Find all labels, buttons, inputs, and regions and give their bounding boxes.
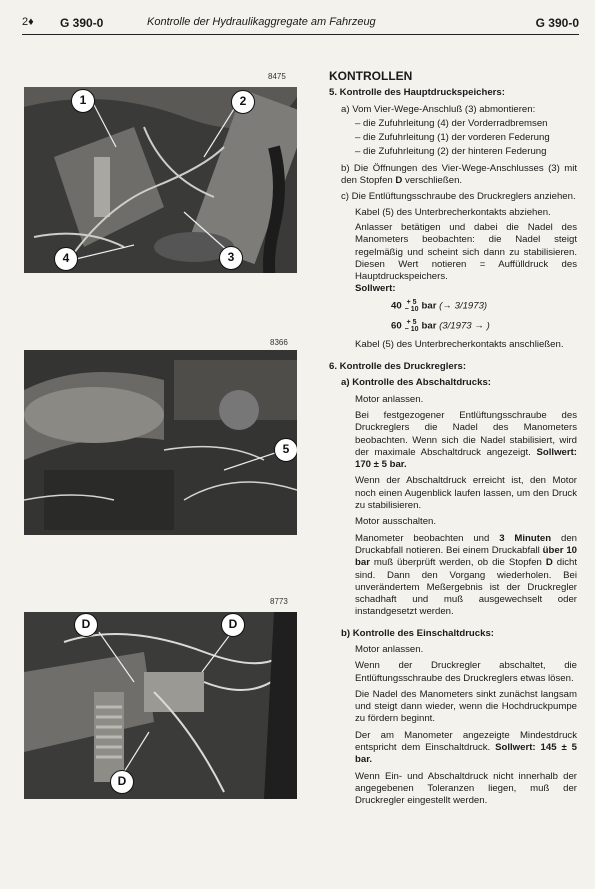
s6b-p4: Der am Manometer angezeigte Mindestdruck entspricht dem Einschaltdruck. Sollwert: 145 ± 5 bar. <box>355 729 577 766</box>
section-title: KONTROLLEN <box>329 69 413 83</box>
s6b-p2: Wenn der Druckregler abschaltet, die Entlüftungsschraube des Druckreglers etwas lösen. <box>355 660 577 684</box>
s5-step-c2: Kabel (5) des Unterbrecherkontakts abziehen. <box>355 206 551 218</box>
callout-d-bottom: D <box>110 770 134 794</box>
figure-3-image <box>24 612 297 799</box>
s5-step-c3: Anlasser betätigen und dabei die Nadel des Manometers beobachten: die Nadel steigt regelmäßig und scheint sich dann zu stabilisieren. Diesen Wert notieren = Auffülldruck des Hauptdruckspeichers. <box>355 221 577 283</box>
doc-code-right: G 390-0 <box>535 16 579 30</box>
header-title: Kontrolle der Hydraulikaggregate am Fahrzeug <box>147 16 376 28</box>
s6a-p3: Wenn der Abschaltdruck erreicht ist, den Motor noch einen Augenblick laufen lassen, um den Druck zu stabilisieren. <box>355 475 577 512</box>
figure-2-image <box>24 350 297 535</box>
figure-2-photo <box>24 350 297 535</box>
figure-1-image <box>24 87 297 273</box>
s5-heading: 5. Kontrolle des Hauptdruckspeichers: <box>329 87 505 99</box>
s6b-p1: Motor anlassen. <box>355 643 424 655</box>
s5-sollwert-label: Sollwert: <box>355 283 396 295</box>
page-header <box>22 14 579 35</box>
s5-dash-2: – die Zufuhrleitung (1) der vorderen Federung <box>355 132 550 144</box>
s6b-heading: b) Kontrolle des Einschaltdrucks: <box>341 627 494 639</box>
callout-d-right: D <box>221 613 245 637</box>
s6a-p2: Bei festgezogener Entlüftungsschraube des Druckreglers die Nadel des Manometers beobachten. Wenn sich die Nadel stabilisiert, wird der maximale Abschaltdruck angezeigt. Sollwert: 170 ± 5 bar. <box>355 409 577 471</box>
s5-step-b: b) Die Öffnungen des Vier-Wege-Anschlusses (3) mit den Stopfen D verschließen. <box>341 162 577 187</box>
figure-1-photo <box>24 87 297 273</box>
s5-formula-2: 60 + 5 − 10 bar (3/1973 → ) <box>391 318 490 333</box>
figure-2-number: 8366 <box>270 338 288 347</box>
figure-1-number: 8475 <box>268 72 286 81</box>
page-number: 2♦ <box>22 16 34 28</box>
s5-dash-3: – die Zufuhrleitung (2) der hinteren Federung <box>355 146 547 158</box>
doc-code-left: G 390-0 <box>60 16 104 30</box>
s6a-heading: a) Kontrolle des Abschaltdrucks: <box>341 377 491 389</box>
callout-d-left: D <box>74 613 98 637</box>
s6-heading: 6. Kontrolle des Druckreglers: <box>329 361 467 373</box>
callout-4: 4 <box>54 247 78 271</box>
s6b-p3: Die Nadel des Manometers sinkt zunächst langsam und steigt dann wieder, wenn die Hochdruckpumpe zu fördern beginnt. <box>355 688 577 725</box>
callout-2: 2 <box>231 90 255 114</box>
callout-1: 1 <box>71 89 95 113</box>
s6a-p5: Manometer beobachten und 3 Minuten den Druckabfall notieren. Bei einem Druckabfall über 10 bar muß überprüft werden, ob die Stopfen D dicht sind. Dann den Vorgang wiederholen. Bei unverändertem Meßergebnis ist der Druckregler schadhaft und muß ausgewechselt oder instandgesetzt werden. <box>355 532 577 618</box>
s5-dash-1: – die Zufuhrleitung (4) der Vorderradbremsen <box>355 117 548 129</box>
text-column <box>329 70 577 808</box>
s5-formula-1: 40 + 5 − 10 bar (→ 3/1973) <box>391 298 488 313</box>
s5-step-a: a) Vom Vier-Wege-Anschluß (3) abmontieren: <box>341 103 536 115</box>
s5-step-c4: Kabel (5) des Unterbrecherkontakts anschließen. <box>355 338 564 350</box>
callout-3: 3 <box>219 246 243 270</box>
s6a-p4: Motor ausschalten. <box>355 516 437 528</box>
callout-5: 5 <box>274 438 297 462</box>
figure-3-number: 8773 <box>270 597 288 606</box>
figure-3-photo <box>24 612 297 799</box>
s6a-p1: Motor anlassen. <box>355 393 424 405</box>
s5-step-c: c) Die Entlüftungsschraube des Druckreglers anziehen. <box>341 191 576 203</box>
s6b-p5: Wenn Ein- und Abschaltdruck nicht innerhalb der angegebenen Toleranzen liegen, muß der Druckregler eingestellt werden. <box>355 770 577 807</box>
